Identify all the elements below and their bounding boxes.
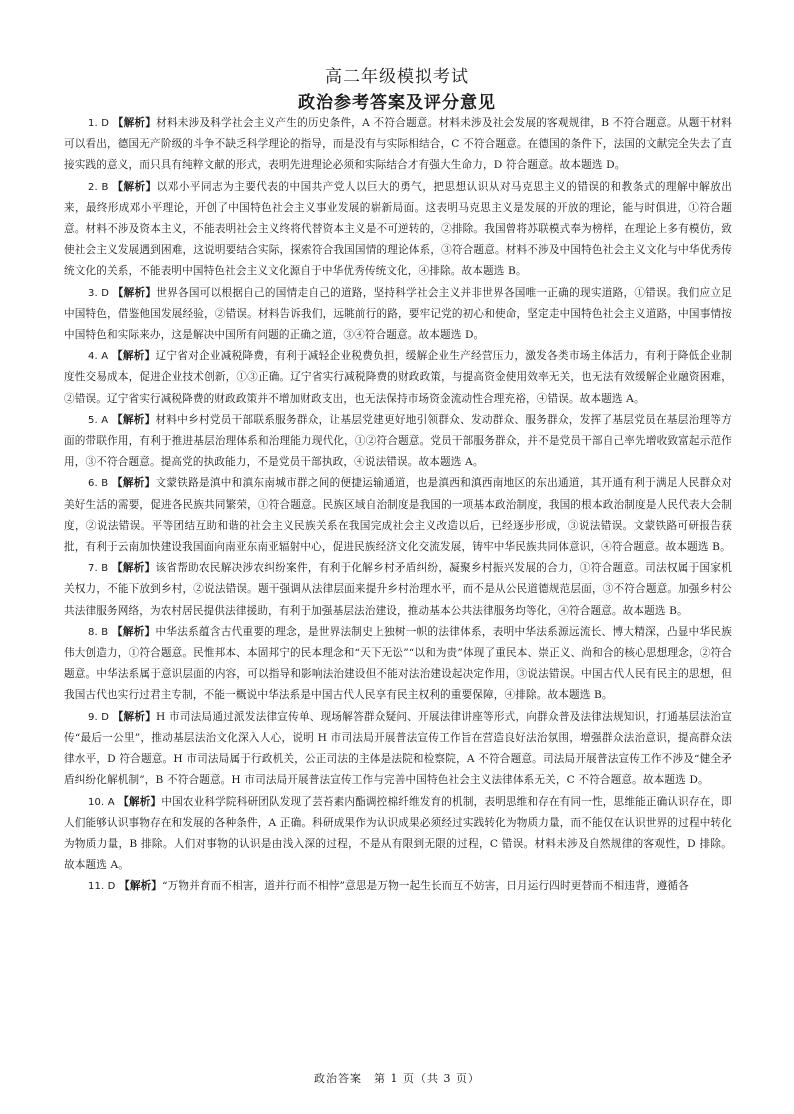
page-footer: 政治答案 第 1 页（共 3 页） [314, 1072, 480, 1085]
analysis-tag: 【解析】 [112, 710, 157, 723]
analysis-tag: 【解析】 [112, 117, 157, 129]
answer-item-9 [64, 707, 732, 792]
answer-text: “万物并育而不相害，道并行而不相悖”意思是万物一起生长而互不妨害，日月运行四时更替而不相违背，遵循各 [162, 880, 689, 893]
answer-text: 该省帮助农民解决涉农纠纷案件，有利于化解乡村矛盾纠纷，凝聚乡村振兴发展的合力，①符合题意。司法权属于国家机关权力，不能下放到乡村，②说法错误。题干强调从法律层面来提升乡村治理水平，而不是从公民道德规范层面，③不符合题意。加强乡村公共法律服务网络，为农村居民提供法律援助，有利于加强基层法治建设，推动基本公共法律服务均等化，④符合题意。故本题选 B。 [64, 562, 732, 617]
answer-item-11 [64, 876, 732, 897]
analysis-tag: 【解析】 [111, 562, 156, 575]
answer-item-3 [64, 283, 732, 347]
analysis-tag: 【解析】 [112, 286, 157, 299]
analysis-tag: 【解析】 [119, 880, 163, 893]
analysis-tag: 【解析】 [111, 413, 156, 426]
answer-item-8 [64, 622, 732, 707]
answer-text: 材料中乡村党员干部联系服务群众，让基层党建更好地引领群众、发动群众、服务群众，发挥了基层党员在基层治理等方面的带联作用，有利于推进基层治理体系和治理能力现代化，①②符合题意。党员干部服务群众，并不是党员干部自己率先增收致富起示范作用，③不符合题意。提高党的执政能力，不是党员干部执政，④说法错误。故本题选 A。 [64, 413, 732, 469]
answer-number: 3. D [88, 287, 110, 299]
answer-number: 7. B [88, 563, 109, 575]
answer-item-10 [64, 792, 732, 877]
analysis-tag: 【解析】 [111, 477, 156, 490]
answer-item-5 [64, 410, 732, 474]
answer-item-7 [64, 558, 732, 622]
answer-text: H 市司法局通过派发法律宣传单、现场解答群众疑问、开展法律讲座等形式，向群众普及法律法规知识，打通基层法治宣传“最后一公里”，推动基层法治文化深入人心，说明 H 市司法局开展普法宣传工作旨在营造良好法治氛围，增强群众法治意识，提高群众法律水平，D 符合题意。H 市司法局属于行政机关，公正司法的主体是法院和检察院，A 不符合题意。司法局开展普法宣传工作不涉及“健全矛盾纠纷化解机制”，B 不符合题意。H 市司法局开展普法宣传工作与完善中国特色社会主义法律体系无关，C 不符合题意。故本题选 D。 [64, 710, 732, 787]
analysis-tag: 【解析】 [118, 795, 162, 808]
answer-number: 4. A [88, 351, 109, 363]
analysis-tag: 【解析】 [112, 180, 157, 193]
answer-item-1 [64, 113, 732, 177]
answer-text: 以邓小平同志为主要代表的中国共产党人以巨大的勇气，把思想认识从对马克思主义的错误的和教条式的理解中解放出来，最终形成邓小平理论，开创了中国特色社会主义事业发展的崭新局面。这表明马克思主义是发展的开放的理论，能与时俱进，①符合题意。材料不涉及资本主义，不能表明社会主义终将代替资本主义是不可逆转的，②排除。我国曾将苏联模式奉为榜样，在理论上多有模仿，致使社会主义发展遇到困难，这说明要结合实际，探索符合我国国情的理论体系，③符合题意。材料不涉及中国特色社会主义文化与中华优秀传统文化的关系，不能表明中国特色社会主义文化源自于中华优秀传统文化，④排除。故本题选 B。 [64, 180, 733, 278]
document-subtitle: 政治参考答案及评分意见 [298, 93, 496, 113]
answer-number: 10. A [88, 796, 115, 808]
answer-item-2 [64, 177, 732, 283]
analysis-tag: 【解析】 [111, 350, 156, 363]
answer-text: 辽宁省对企业减税降费，有利于减轻企业税费负担，缓解企业生产经营压力，激发各类市场主体活力，有利于降低企业制度性交易成本，促进企业技术创新，①③正确。辽宁省实行减税降费的财政政策，与提高资金使用效率无关，也无法有效缓解企业融资困难，②错误。辽宁省实行减税降费的财政政策并不增加财政支出，也无法保持市场资金流动性合理充裕，④错误。故本题选 A。 [64, 350, 732, 405]
answer-number: 5. A [88, 414, 109, 426]
answer-text: 文蒙铁路是滇中和滇东南城市群之间的便捷运输通道，也是滇西和滇西南地区的东出通道，其开通有利于满足人民群众对美好生活的需要，促进各民族共同繁荣，①符合题意。民族区域自治制度是我国的一项基本政治制度，我国的根本政治制度是人民代表大会制度，②说法错误。平等团结互助和谐的社会主义民族关系在我国完成社会主义改造以后，已经逐步形成，③说法错误。文蒙铁路可研报告获批，有利于云南加快建设我国面向南亚东南亚辐射中心，促进民族经济文化交流发展，铸牢中华民族共同体意识，④符合题意。故本题选 B。 [64, 477, 732, 554]
answer-text: 中华法系蕴含古代重要的理念，是世界法制史上独树一帜的法律体系，表明中华法系源远流长、博大精深，凸显中华民族伟大创造力，①符合题意。民惟邦本、本固邦宁的民本理念和“天下无讼”“以和为贵”体现了重民本、崇正义、尚和合的核心思想理念，②符合题意。中华法系属于意识层面的内容，可以指导和影响法治建设但不能对法治建设起决定作用，③说法错误。中国古代人民有民主的思想，但我国古代也实行过君主专制，不能一概说中华法系是中国古代人民享有民主权利的重要保障，④排除。故本题选 B。 [64, 625, 732, 702]
answer-number: 9. D [88, 711, 110, 723]
answer-text: 世界各国可以根据自己的国情走自己的道路，坚持科学社会主义并非世界各国唯一正确的现实道路，①错误。我们应立足中国特色，借鉴他国发展经验，②错误。材料告诉我们，远眺前行的路，要牢记党的初心和使命，坚定走中国特色社会主义道路，中国事情按中国特色和实际来办，这是解决中国所有问题的正确之道，③④符合题意。故本题选 D。 [64, 286, 732, 342]
answer-number: 8. B [88, 626, 109, 638]
answer-text: 中国农业科学院科研团队发现了芸苔素内酯调控棉纤维发育的机制，表明思维和存在有同一性，思维能正确认识存在，即人们能够认识事物存在和发展的各种条件，A 正确。科研成果作为认识成果必须经过实践转化为物质力量，而不能仅在认识世界的过程中转化为物质力量，B 排除。人们对事物的认识是由浅入深的过程，不是从有限到无限的过程，C 错误。材料未涉及自然规律的客观性，D 排除。故本题选 A。 [64, 795, 732, 872]
answer-text: 材料未涉及科学社会主义产生的历史条件，A 不符合题意。材料未涉及社会发展的客观规律，B 不符合题意。从题干材料可以看出，德国无产阶级的斗争不缺乏科学理论的指导，而是没有与实际相结合，C 不符合题意。在德国的条件下，法国的文献完全失去了直接实践的意义，而只具有纯粹文献的形式，表明先进理论必须和实际结合才有强大生命力，D 符合题意。故本题选 D。 [64, 117, 732, 172]
analysis-tag: 【解析】 [111, 625, 156, 638]
answer-number: 6. B [88, 478, 109, 490]
answer-item-4 [64, 346, 732, 410]
answer-number: 2. B [88, 181, 109, 193]
answer-item-6 [64, 473, 732, 558]
answer-list [64, 113, 732, 898]
answer-number: 1. D [88, 118, 110, 129]
answer-number: 11. D [88, 881, 116, 893]
exam-title: 高二年级模拟考试 [325, 67, 469, 87]
